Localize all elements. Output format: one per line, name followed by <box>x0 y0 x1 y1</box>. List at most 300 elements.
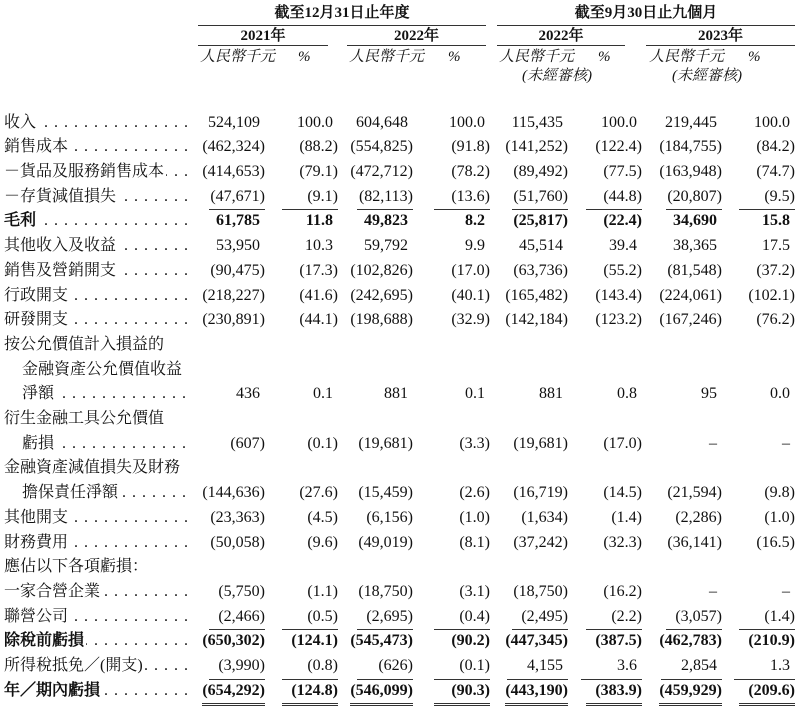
cell-pct-2021 <box>265 111 338 136</box>
cell-value: 39.4 <box>609 237 637 255</box>
cell-value: 4,155 <box>507 654 568 680</box>
unit-rmb: 人民幣千元 <box>649 49 725 65</box>
row-label <box>4 185 190 210</box>
cell-amount-2021 <box>195 160 265 185</box>
cell-amount-2022 <box>338 135 413 160</box>
cell-pct-9m-2022 <box>568 259 642 284</box>
cell-amount-2022 <box>338 259 413 284</box>
cell-value: (18,750) <box>358 582 413 600</box>
cell-pct-2022 <box>413 654 490 680</box>
table-row <box>0 629 800 654</box>
cell-value: (2.6) <box>459 484 490 502</box>
cell-value: (1.0) <box>764 508 795 526</box>
cell-amount-2021 <box>195 654 265 680</box>
cell-pct-9m-2022 <box>568 209 642 234</box>
cell-value: (230,891) <box>202 311 265 329</box>
cell-value: (17.3) <box>299 261 338 279</box>
cell-value: 100.0 <box>449 113 485 131</box>
table-row <box>0 481 800 506</box>
cell-pct-9m-2022 <box>568 506 642 531</box>
cell-value: (123.2) <box>595 311 642 329</box>
cell-value: (167,246) <box>659 311 722 329</box>
cell-value: (0.4) <box>434 605 490 631</box>
cell-amount-2022 <box>338 679 413 707</box>
cell-pct-2021 <box>265 185 338 211</box>
cell-pct-2021 <box>265 259 338 284</box>
cell-amount-2022 <box>338 432 413 457</box>
table-row <box>0 432 800 457</box>
cell-value: (91.8) <box>451 138 490 156</box>
cell-pct-2022 <box>413 111 490 136</box>
cell-pct-9m-2022 <box>568 160 642 185</box>
cell-value: (3.3) <box>459 434 490 452</box>
unit-rmb: 人民幣千元 <box>200 49 276 65</box>
cell-amount-2021 <box>195 209 265 234</box>
cell-amount-2021 <box>195 382 265 407</box>
table-row <box>0 555 800 580</box>
cell-value: (18,750) <box>513 582 568 600</box>
table-row <box>0 506 800 531</box>
cell-pct-2022 <box>413 259 490 284</box>
row-label-text: 淨額 <box>22 385 55 403</box>
cell-value: (16.5) <box>756 533 795 551</box>
table-row <box>0 111 800 136</box>
cell-pct-9m-2023 <box>722 506 795 531</box>
cell-amount-2022 <box>338 605 413 631</box>
cell-amount-9m-2022 <box>490 160 568 185</box>
cell-value: 61,785 <box>216 212 260 230</box>
cell-amount-9m-2023 <box>642 679 722 707</box>
table-row <box>0 531 800 556</box>
row-label <box>4 333 190 358</box>
cell-pct-9m-2023 <box>722 259 795 284</box>
cell-pct-9m-2022 <box>568 679 642 707</box>
cell-amount-2022 <box>338 382 413 407</box>
cell-value: 49,823 <box>364 212 408 230</box>
cell-value: 219,445 <box>665 113 717 131</box>
cell-value: (1.0) <box>459 508 490 526</box>
unit-rmb: 人民幣千元 <box>349 49 425 65</box>
cell-amount-9m-2022 <box>490 135 568 160</box>
cell-value: 881 <box>539 385 563 403</box>
cell-value: (2,695) <box>357 605 413 631</box>
cell-amount-9m-2023 <box>642 135 722 160</box>
row-label-text: 應佔以下各項虧損： <box>4 558 149 576</box>
cell-pct-2021 <box>265 629 338 654</box>
row-label-text: 按公允價值計入損益的 <box>4 335 165 353</box>
cell-value: (650,302) <box>202 632 265 650</box>
cell-value: (9.1) <box>282 185 338 211</box>
table-row <box>0 580 800 605</box>
cell-value: (224,061) <box>659 286 722 304</box>
table-row <box>0 308 800 333</box>
cell-value: (459,929) <box>659 679 722 707</box>
cell-amount-2022 <box>338 209 413 234</box>
cell-amount-9m-2022 <box>490 506 568 531</box>
cell-value: (63,736) <box>513 261 568 279</box>
cell-value: (472,712) <box>350 163 413 180</box>
cell-pct-2021 <box>265 382 338 407</box>
cell-amount-9m-2023 <box>642 308 722 333</box>
cell-pct-2021 <box>265 234 338 259</box>
cell-value: (545,473) <box>350 632 413 650</box>
cell-amount-9m-2022 <box>490 259 568 284</box>
row-label <box>4 629 190 654</box>
cell-value: (47,671) <box>209 185 265 211</box>
cell-value: (9.5) <box>739 185 795 211</box>
row-label-text: 擔保責任淨額 <box>22 484 119 502</box>
cell-value: 0.0 <box>770 385 790 403</box>
cell-amount-9m-2023 <box>642 654 722 680</box>
cell-value: 100.0 <box>754 113 790 131</box>
cell-value: (6,156) <box>366 508 413 526</box>
cell-value: (122.4) <box>595 138 642 156</box>
row-label-text: 年／期內虧損 <box>4 681 101 699</box>
year-heading-2021: 2021年 <box>198 25 328 46</box>
period-annual-heading: 截至12月31日止年度 <box>198 3 486 26</box>
cell-value: (21,594) <box>667 484 722 502</box>
cell-amount-9m-2023 <box>642 506 722 531</box>
cell-value: 100.0 <box>297 113 333 131</box>
cell-amount-9m-2022 <box>490 432 568 457</box>
cell-value: (3,990) <box>209 654 265 680</box>
cell-value: (82,113) <box>357 185 413 211</box>
cell-amount-2021 <box>195 259 265 284</box>
unit-pct: % <box>298 49 311 65</box>
table-row <box>0 456 800 481</box>
cell-value: 0.1 <box>465 385 485 403</box>
cell-value: (32.3) <box>603 533 642 551</box>
cell-amount-2022 <box>338 580 413 605</box>
cell-pct-9m-2023 <box>722 679 795 707</box>
cell-amount-9m-2023 <box>642 160 722 185</box>
cell-amount-9m-2022 <box>490 605 568 631</box>
cell-pct-2021 <box>265 308 338 333</box>
table-row <box>0 605 800 630</box>
row-label-text: 金融資產公允價值收益 <box>22 360 183 378</box>
row-label <box>4 308 190 333</box>
cell-amount-2021 <box>195 506 265 531</box>
cell-value: (78.2) <box>451 163 490 180</box>
cell-value: (84.2) <box>756 138 795 156</box>
cell-amount-9m-2022 <box>490 679 568 707</box>
cell-pct-9m-2023 <box>722 481 795 506</box>
cell-pct-2021 <box>265 679 338 707</box>
cell-value: (32.9) <box>451 311 490 329</box>
cell-pct-2022 <box>413 580 490 605</box>
cell-value: (15,459) <box>358 484 413 502</box>
cell-amount-9m-2022 <box>490 111 568 136</box>
row-label <box>4 259 190 284</box>
cell-amount-9m-2023 <box>642 259 722 284</box>
row-label <box>4 160 190 185</box>
cell-value: (443,190) <box>505 679 568 707</box>
cell-amount-9m-2023 <box>642 481 722 506</box>
cell-value: (1,634) <box>521 508 568 526</box>
cell-amount-9m-2022 <box>490 209 568 234</box>
row-label-text: 一家合營企業 <box>4 582 101 600</box>
cell-value: (0.1) <box>434 654 490 680</box>
cell-amount-2022 <box>338 185 413 211</box>
cell-pct-2022 <box>413 209 490 234</box>
cell-amount-2021 <box>195 432 265 457</box>
cell-amount-2021 <box>195 135 265 160</box>
cell-value: (49,019) <box>358 533 413 551</box>
cell-value: (55.2) <box>603 261 642 279</box>
cell-value: – <box>709 582 717 600</box>
cell-pct-2022 <box>413 160 490 185</box>
cell-pct-2021 <box>265 580 338 605</box>
cell-pct-9m-2023 <box>722 284 795 309</box>
year-heading-2022-annual: 2022年 <box>347 25 486 46</box>
cell-value: (23,363) <box>210 508 265 526</box>
cell-amount-2022 <box>338 111 413 136</box>
table-row <box>0 654 800 679</box>
cell-value: (447,345) <box>505 632 568 650</box>
cell-value: (40.1) <box>451 286 490 304</box>
row-label <box>4 234 190 259</box>
period-nine-months-heading: 截至9月30日止九個月 <box>497 3 795 26</box>
cell-value: 100.0 <box>601 113 637 131</box>
row-label <box>4 456 190 481</box>
cell-value: (462,324) <box>202 138 265 156</box>
cell-pct-2021 <box>265 605 338 631</box>
row-label-text: 行政開支 <box>4 286 69 304</box>
table-row <box>0 284 800 309</box>
cell-value: 17.5 <box>762 237 790 255</box>
cell-pct-9m-2023 <box>722 531 795 556</box>
cell-pct-9m-2022 <box>568 580 642 605</box>
cell-value: (626) <box>357 654 413 680</box>
cell-amount-2021 <box>195 234 265 259</box>
row-label-text: 銷售成本 <box>4 138 69 156</box>
cell-pct-2021 <box>265 284 338 309</box>
cell-amount-9m-2023 <box>642 531 722 556</box>
row-label <box>22 358 190 383</box>
cell-value: 0.8 <box>617 385 637 403</box>
row-label <box>4 580 190 605</box>
cell-pct-2021 <box>265 654 338 680</box>
row-label <box>22 481 190 506</box>
table-row <box>0 333 800 358</box>
cell-value: (9.8) <box>764 484 795 502</box>
unaudited-note: (未經審核) <box>522 68 592 84</box>
cell-pct-2022 <box>413 308 490 333</box>
cell-value: (50,058) <box>210 533 265 551</box>
cell-value: 3.6 <box>581 654 642 680</box>
cell-amount-9m-2022 <box>490 308 568 333</box>
cell-value: 11.8 <box>305 212 333 230</box>
cell-value: (25,817) <box>513 212 568 230</box>
cell-value: 45,514 <box>519 237 563 255</box>
cell-pct-9m-2022 <box>568 111 642 136</box>
row-label-text: 所得稅抵免／(開支) <box>4 657 143 674</box>
row-label-text: 其他收入及收益 <box>4 237 117 255</box>
row-label-text: －貨品及服務銷售成本 <box>4 163 165 180</box>
cell-amount-2021 <box>195 185 265 211</box>
row-label-text: 研發開支 <box>4 311 69 329</box>
cell-amount-2021 <box>195 679 265 707</box>
row-label <box>4 407 190 432</box>
cell-pct-2021 <box>265 506 338 531</box>
cell-pct-9m-2023 <box>722 308 795 333</box>
cell-value: (210.9) <box>748 632 795 650</box>
cell-value: (37,242) <box>513 533 568 551</box>
cell-amount-2022 <box>338 481 413 506</box>
cell-value: (77.5) <box>603 163 642 180</box>
unit-rmb: 人民幣千元 <box>499 49 575 65</box>
cell-value: (27.6) <box>299 484 338 502</box>
cell-amount-9m-2022 <box>490 185 568 211</box>
cell-amount-9m-2023 <box>642 382 722 407</box>
table-row <box>0 135 800 160</box>
cell-pct-2022 <box>413 506 490 531</box>
cell-pct-9m-2022 <box>568 605 642 631</box>
cell-amount-2021 <box>195 531 265 556</box>
cell-amount-9m-2023 <box>642 432 722 457</box>
cell-pct-9m-2023 <box>722 580 795 605</box>
cell-value: (90.2) <box>451 632 490 650</box>
cell-value: (17.0) <box>451 261 490 279</box>
cell-amount-2022 <box>338 308 413 333</box>
year-heading-2023: 2023年 <box>646 25 795 46</box>
cell-value: (607) <box>230 434 265 452</box>
cell-value: 115,435 <box>511 113 563 131</box>
cell-value: (242,695) <box>350 286 413 304</box>
cell-amount-9m-2022 <box>490 481 568 506</box>
cell-amount-2022 <box>338 654 413 680</box>
cell-value: (165,482) <box>505 286 568 304</box>
cell-value: 8.2 <box>465 212 485 230</box>
cell-pct-9m-2023 <box>722 135 795 160</box>
table-row <box>0 259 800 284</box>
table-row <box>0 209 800 234</box>
cell-value: – <box>782 582 790 600</box>
cell-amount-9m-2022 <box>490 580 568 605</box>
cell-amount-2022 <box>338 506 413 531</box>
cell-value: (2,286) <box>675 508 722 526</box>
cell-value: (13.6) <box>434 185 490 211</box>
table-row <box>0 679 800 704</box>
cell-value: (76.2) <box>756 311 795 329</box>
cell-value: – <box>782 434 790 452</box>
row-label-text: 收入 <box>4 113 37 131</box>
row-label <box>4 605 190 630</box>
cell-amount-2021 <box>195 629 265 654</box>
cell-pct-2021 <box>265 531 338 556</box>
row-label <box>22 432 190 457</box>
cell-value: 53,950 <box>216 237 260 255</box>
cell-pct-9m-2023 <box>722 185 795 211</box>
cell-amount-9m-2023 <box>642 111 722 136</box>
cell-value: (51,760) <box>512 185 568 211</box>
cell-value: (0.1) <box>307 434 338 452</box>
cell-value: (3.1) <box>459 582 490 600</box>
cell-value: (81,548) <box>667 261 722 279</box>
cell-value: (1.4) <box>611 508 642 526</box>
cell-pct-9m-2023 <box>722 654 795 680</box>
cell-amount-9m-2022 <box>490 654 568 680</box>
cell-value: (144,636) <box>202 484 265 502</box>
cell-value: 0.1 <box>313 385 333 403</box>
row-label <box>4 531 190 556</box>
cell-value: (654,292) <box>202 679 265 707</box>
cell-value: (0.8) <box>282 654 338 680</box>
row-label-text: 聯營公司 <box>4 607 69 625</box>
cell-pct-2022 <box>413 605 490 631</box>
unaudited-note: (未經審核) <box>672 68 742 84</box>
cell-pct-2022 <box>413 629 490 654</box>
cell-value: 59,792 <box>364 237 408 255</box>
row-label-text: 銷售及營銷開支 <box>4 261 117 279</box>
cell-pct-9m-2023 <box>722 234 795 259</box>
cell-pct-9m-2023 <box>722 605 795 631</box>
cell-amount-9m-2023 <box>642 209 722 234</box>
cell-value: (102,826) <box>350 261 413 279</box>
cell-pct-2022 <box>413 382 490 407</box>
row-label <box>4 111 190 136</box>
cell-value: (218,227) <box>202 286 265 304</box>
cell-value: (20,807) <box>666 185 722 211</box>
cell-value: (387.5) <box>595 632 642 650</box>
cell-value: 38,365 <box>673 237 717 255</box>
cell-pct-9m-2022 <box>568 531 642 556</box>
cell-amount-9m-2023 <box>642 580 722 605</box>
cell-value: 10.3 <box>305 237 333 255</box>
cell-value: (89,492) <box>513 163 568 180</box>
cell-value: (462,783) <box>659 632 722 650</box>
cell-pct-2021 <box>265 135 338 160</box>
cell-amount-2021 <box>195 481 265 506</box>
cell-pct-9m-2023 <box>722 209 795 234</box>
cell-value: (143.4) <box>595 286 642 304</box>
cell-value: 604,648 <box>356 113 408 131</box>
cell-value: (36,141) <box>667 533 722 551</box>
cell-amount-9m-2023 <box>642 234 722 259</box>
cell-value: (3,057) <box>666 605 722 631</box>
row-label-text: 除稅前虧損 <box>4 632 85 650</box>
cell-value: 1.3 <box>734 654 795 680</box>
cell-value: (414,653) <box>202 163 265 180</box>
cell-value: (90,475) <box>210 261 265 279</box>
cell-pct-9m-2022 <box>568 234 642 259</box>
cell-value: 881 <box>384 385 408 403</box>
table-row <box>0 382 800 407</box>
cell-value: – <box>709 434 717 452</box>
cell-pct-9m-2023 <box>722 432 795 457</box>
row-label <box>4 284 190 309</box>
cell-value: (142,184) <box>505 311 568 329</box>
cell-pct-2022 <box>413 185 490 211</box>
cell-pct-9m-2023 <box>722 160 795 185</box>
cell-value: (74.7) <box>756 163 795 180</box>
cell-pct-2022 <box>413 531 490 556</box>
cell-pct-9m-2022 <box>568 284 642 309</box>
unit-pct: % <box>748 49 761 65</box>
cell-amount-9m-2023 <box>642 284 722 309</box>
cell-pct-9m-2022 <box>568 135 642 160</box>
row-label <box>4 654 190 679</box>
cell-value: (184,755) <box>659 138 722 156</box>
cell-value: (383.9) <box>586 679 642 707</box>
row-label-text: 財務費用 <box>4 533 69 551</box>
cell-value: (1.4) <box>739 605 795 631</box>
cell-amount-2022 <box>338 160 413 185</box>
cell-amount-2021 <box>195 284 265 309</box>
table-row <box>0 234 800 259</box>
cell-amount-9m-2022 <box>490 531 568 556</box>
cell-value: (2,495) <box>512 605 568 631</box>
